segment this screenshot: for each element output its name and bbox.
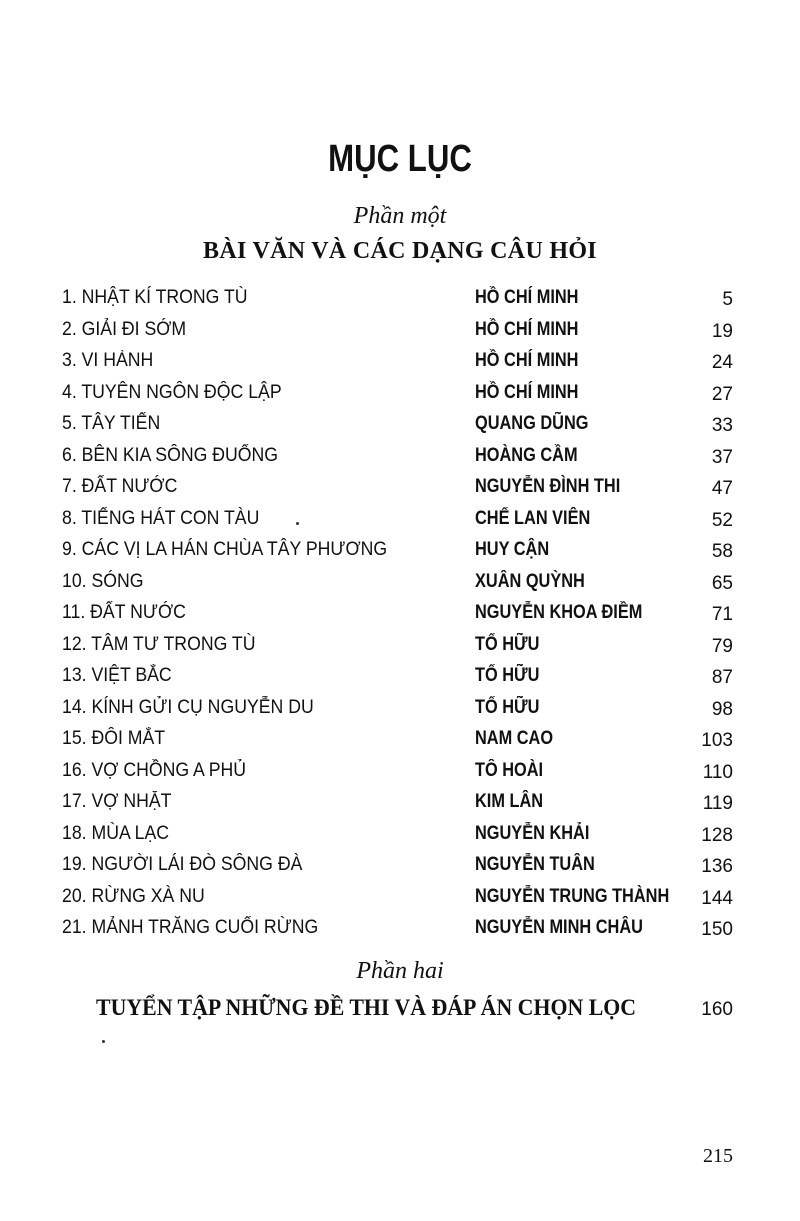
toc-entry (0, 882, 800, 914)
toc-entry (0, 693, 800, 725)
toc-entry-author: NGUYỄN MINH CHÂU (475, 917, 643, 938)
toc-entry (0, 346, 800, 378)
part-two-page: 160 (701, 999, 733, 1020)
toc-entry-author: HỒ CHÍ MINH (475, 381, 579, 403)
toc-entry (0, 409, 800, 441)
toc-entry-author: NGUYỄN TUÂN (475, 854, 595, 875)
toc-entry (0, 567, 800, 599)
toc-entry-title: 9. CÁC VỊ LA HÁN CHÙA TÂY PHƯƠNG (62, 539, 388, 560)
part-two-entry (96, 995, 736, 1031)
toc-entry (0, 630, 800, 662)
toc-entry-author: TỐ HỮU (475, 665, 540, 686)
toc-entry-author: HUY CẬN (475, 539, 550, 560)
toc-entry-title: 13. VIỆT BẮC (62, 665, 172, 686)
print-speck (296, 522, 299, 525)
toc-entry-title: 14. KÍNH GỬI CỤ NGUYỄN DU (62, 696, 314, 718)
toc-entry-title: 19. NGƯỜI LÁI ĐÒ SÔNG ĐÀ (62, 854, 303, 875)
toc-entry (0, 819, 800, 851)
toc-entry (0, 283, 800, 315)
toc-entry (0, 850, 800, 882)
toc-entry-page: 71 (711, 604, 733, 625)
toc-entry-author: HOÀNG CẦM (475, 444, 578, 466)
toc-entry-page: 58 (711, 541, 733, 562)
toc-entry (0, 378, 800, 410)
toc-entry-page: 150 (701, 919, 733, 940)
toc-entry (0, 598, 800, 630)
toc-entry-page: 27 (711, 383, 733, 405)
toc-entry-title: 5. TÂY TIẾN (62, 413, 161, 434)
toc-entry-author: NGUYỄN ĐÌNH THI (475, 476, 621, 497)
toc-entry-page: 47 (711, 478, 733, 499)
toc-entry-title: 17. VỢ NHẶT (62, 791, 172, 812)
table-of-contents (0, 283, 800, 945)
print-speck (102, 1040, 105, 1043)
toc-entry-title: 8. TIẾNG HÁT CON TÀU (62, 507, 260, 529)
toc-entry-author: NGUYỄN KHẢI (475, 822, 590, 844)
toc-entry-author: NGUYỄN KHOA ĐIỀM (475, 602, 643, 623)
toc-entry-author: KIM LÂN (475, 791, 544, 812)
part-two-label: Phần hai (356, 958, 444, 984)
part-one-heading: BÀI VĂN VÀ CÁC DẠNG CÂU HỎI (203, 238, 597, 264)
toc-entry (0, 756, 800, 788)
toc-entry-page: 110 (702, 761, 733, 783)
toc-entry (0, 535, 800, 567)
toc-entry (0, 504, 800, 536)
part-one-label: Phần một (353, 203, 447, 229)
toc-entry-title: 3. VI HÀNH (62, 350, 154, 371)
toc-entry-page: 33 (711, 415, 733, 436)
toc-entry-page: 19 (711, 320, 733, 342)
toc-entry-title: 4. TUYÊN NGÔN ĐỘC LẬP (62, 381, 282, 403)
toc-entry (0, 724, 800, 756)
toc-entry-title: 1. NHẬT KÍ TRONG TÙ (62, 287, 248, 308)
toc-entry-page: 5 (722, 289, 733, 310)
toc-entry-author: HỒ CHÍ MINH (475, 318, 579, 340)
toc-entry-title: 21. MẢNH TRĂNG CUỐI RỪNG (62, 917, 319, 938)
toc-entry-page: 52 (711, 509, 733, 531)
toc-entry-page: 103 (701, 730, 733, 751)
toc-entry-author: NAM CAO (475, 728, 554, 749)
toc-entry-title: 20. RỪNG XÀ NU (62, 885, 205, 907)
toc-entry-author: TỐ HỮU (475, 633, 540, 655)
toc-entry-page: 79 (711, 635, 733, 657)
toc-entry-author: CHẾ LAN VIÊN (475, 507, 591, 529)
toc-entry-author: TÔ HOÀI (475, 759, 544, 781)
toc-entry (0, 661, 800, 693)
toc-entry-title: 7. ĐẤT NƯỚC (62, 476, 178, 497)
toc-entry-author: QUANG DŨNG (475, 413, 589, 434)
toc-entry-page: 128 (701, 824, 733, 846)
toc-entry-title: 16. VỢ CHỒNG A PHỦ (62, 759, 247, 781)
toc-entry-title: 15. ĐÔI MẮT (62, 728, 166, 749)
toc-entry (0, 315, 800, 347)
toc-entry-title: 11. ĐẤT NƯỚC (62, 602, 186, 623)
page-number: 215 (703, 1145, 733, 1167)
toc-entry (0, 472, 800, 504)
toc-entry-author: XUÂN QUỲNH (475, 570, 585, 592)
toc-entry-page: 119 (702, 793, 733, 814)
toc-entry-title: 2. GIẢI ĐI SỚM (62, 318, 187, 340)
toc-entry-page: 136 (701, 856, 733, 877)
toc-entry-title: 18. MÙA LẠC (62, 822, 170, 844)
toc-entry-page: 98 (711, 698, 733, 720)
toc-entry-page: 65 (711, 572, 733, 594)
toc-entry-page: 144 (701, 887, 733, 909)
toc-entry-title: 10. SÓNG (62, 570, 144, 592)
part-two-heading: TUYỂN TẬP NHỮNG ĐỀ THI VÀ ĐÁP ÁN CHỌN LỌC (96, 995, 637, 1020)
toc-entry-page: 87 (711, 667, 733, 688)
toc-entry-title: 12. TÂM TƯ TRONG TÙ (62, 633, 256, 655)
page-title: MỤC LỤC (328, 138, 472, 180)
toc-entry (0, 441, 800, 473)
toc-entry-page: 24 (711, 352, 733, 373)
toc-entry-author: HỒ CHÍ MINH (475, 287, 579, 308)
toc-entry-author: HỒ CHÍ MINH (475, 350, 579, 371)
toc-entry-page: 37 (711, 446, 733, 468)
toc-entry-author: NGUYỄN TRUNG THÀNH (475, 885, 670, 907)
toc-entry-title: 6. BÊN KIA SÔNG ĐUỐNG (62, 444, 279, 466)
toc-entry-author: TỐ HỮU (475, 696, 540, 718)
toc-entry (0, 913, 800, 945)
toc-entry (0, 787, 800, 819)
